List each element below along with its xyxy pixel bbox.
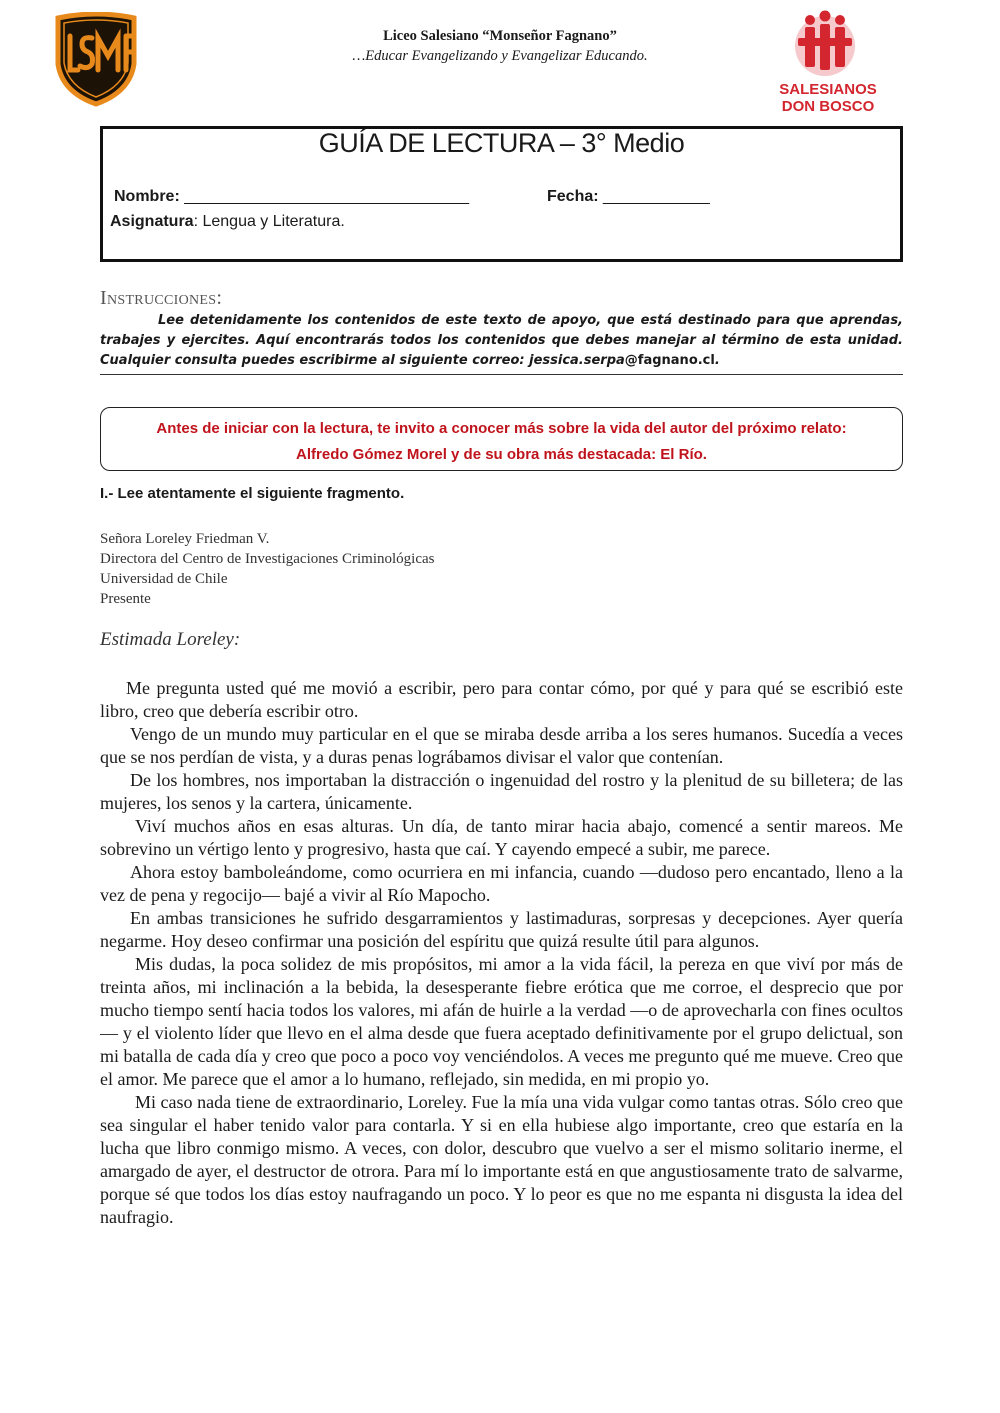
section-title: I.- Lee atentamente el siguiente fragmento. — [100, 485, 405, 502]
instructions-text — [100, 311, 903, 371]
letter-paragraph: Viví muchos años en esas alturas. Un día, de tanto mirar hacia abajo, comencé a sentir mareos. Me sobrevino un vértigo lento y progresivo, hasta que caí. Y cayendo empecé a subir, me parece. — [100, 816, 903, 859]
school-name: Liceo Salesiano “Monseñor Fagnano” — [383, 28, 617, 44]
letter-paragraph: De los hombres, nos importaban la distracción o ingenuidad del rostro y la plenitud de su billetera; de las mujeres, los senos y la cartera, únicamente. — [100, 770, 903, 813]
letter-salutation: Estimada Loreley: — [100, 629, 241, 650]
author-notice-line1: Antes de iniciar con la lectura, te invito a conocer más sobre la vida del autor del próximo relato: — [156, 420, 847, 437]
divider — [100, 374, 903, 375]
letter-paragraph: Vengo de un mundo muy particular en el que se miraba desde arriba a los seres humanos. Sucedía a veces que se nos perdían de vista, y a duras penas lográbamos divisar el valor que contenían. — [100, 724, 903, 767]
page-title: GUÍA DE LECTURA – 3° Medio — [318, 128, 685, 158]
letter-paragraph: En ambas transiciones he sufrido desgarramientos y lastimaduras, sorpresas y decepciones. Ayer quería negarme. Hoy deseo confirmar una posición del espíritu que quizá resulte útil para algunos. — [100, 908, 903, 951]
letter-body — [100, 677, 903, 1229]
author-notice-line2: Alfredo Gómez Morel y de su obra más destacada: El Río. — [296, 446, 707, 463]
address-line: Directora del Centro de Investigaciones Criminológicas — [100, 551, 435, 567]
fecha-line[interactable]: ____________ — [603, 188, 710, 205]
instructions-email-domain: @fagnano.cl — [624, 353, 715, 368]
logo-text-salesianos: SALESIANOS — [779, 81, 877, 98]
school-crest-logo — [52, 12, 140, 108]
letter-paragraph: Ahora estoy bamboleándome, como ocurriera en mi infancia, cuando —dudoso pero encantado, lleno a la vez de pena y regocijo— bajé a vivir al Río Mapocho. — [100, 862, 903, 905]
letter-address — [100, 529, 434, 609]
asignatura-label: Asignatura — [110, 213, 194, 230]
instructions-heading: Instrucciones: — [100, 287, 223, 309]
salesianos-don-bosco-logo — [772, 8, 884, 118]
instructions-text-c: . — [714, 353, 720, 368]
fecha-label: Fecha: — [547, 188, 599, 205]
nombre-field[interactable] — [114, 188, 469, 206]
nombre-line[interactable]: ________________________________ — [184, 188, 469, 205]
nombre-label: Nombre: — [114, 188, 180, 205]
instructions-text-a: Lee detenidamente los contenidos de este texto de apoyo, que está destinado para que aprendas, trabajes y ejercites. Aquí encontrarás todos los contenidos que debes manejar al término de esta unidad. Cualquier consulta puedes escribirme al siguiente correo: jessica.serpa — [100, 313, 903, 368]
asignatura-row — [110, 213, 345, 231]
fecha-field[interactable] — [547, 188, 710, 206]
school-motto: …Educar Evangelizando y Evangelizar Educando. — [352, 48, 648, 64]
author-notice — [100, 416, 903, 468]
letter-paragraph: Mis dudas, la poca solidez de mis propósitos, mi amor a la vida fácil, la pereza en que viví por más de treinta años, mi inclinación a la bebida, la desesperante fiebre erótica que me corroe, el desprecio que por mucho tiempo sentí hacia todos los valores, mi afán de huirle a la verdad —o de aprovecharla con fines ocultos— y el violento líder que llevo en el alma desde que fuera aceptado definitivamente por el grupo delictual, son mi batalla de cada día y creo que poco a poco voy venciéndolos. A veces me pregunto qué me mueve. Creo que el amor. Me parece que el amor a lo humano, reflejado, sin medida, en mi propio yo. — [100, 954, 903, 1089]
address-line: Universidad de Chile — [100, 571, 228, 587]
logo-text-don-bosco: DON BOSCO — [781, 98, 875, 115]
address-line: Presente — [100, 591, 151, 607]
letter-paragraph: Mi caso nada tiene de extraordinario, Loreley. Fue la mía una vida vulgar como tantas otras. Sólo creo que sea singular el haber tenido valor para contarla. Y si en ella hubiese algo importante, creo que estaría en la lucha que libro conmigo mismo. A veces, con dolor, descubro que vuelvo a ser el mismo solitario inerme, el amargado de ayer, el destructor de otrora. Para mí lo importante está en que angustiosamente trato de salvarme, porque sé que todos los días estoy naufragando un poco. Y lo peor es que no me espanta ni disgusta la idea del naufragio. — [100, 1092, 903, 1227]
letter-paragraph: Me pregunta usted qué me movió a escribir, pero para contar cómo, por qué y para qué se escribió este libro, creo que debería escribir otro. — [100, 678, 903, 721]
address-line: Señora Loreley Friedman V. — [100, 531, 270, 547]
asignatura-value: : Lengua y Literatura. — [193, 213, 345, 230]
school-header — [250, 26, 750, 66]
